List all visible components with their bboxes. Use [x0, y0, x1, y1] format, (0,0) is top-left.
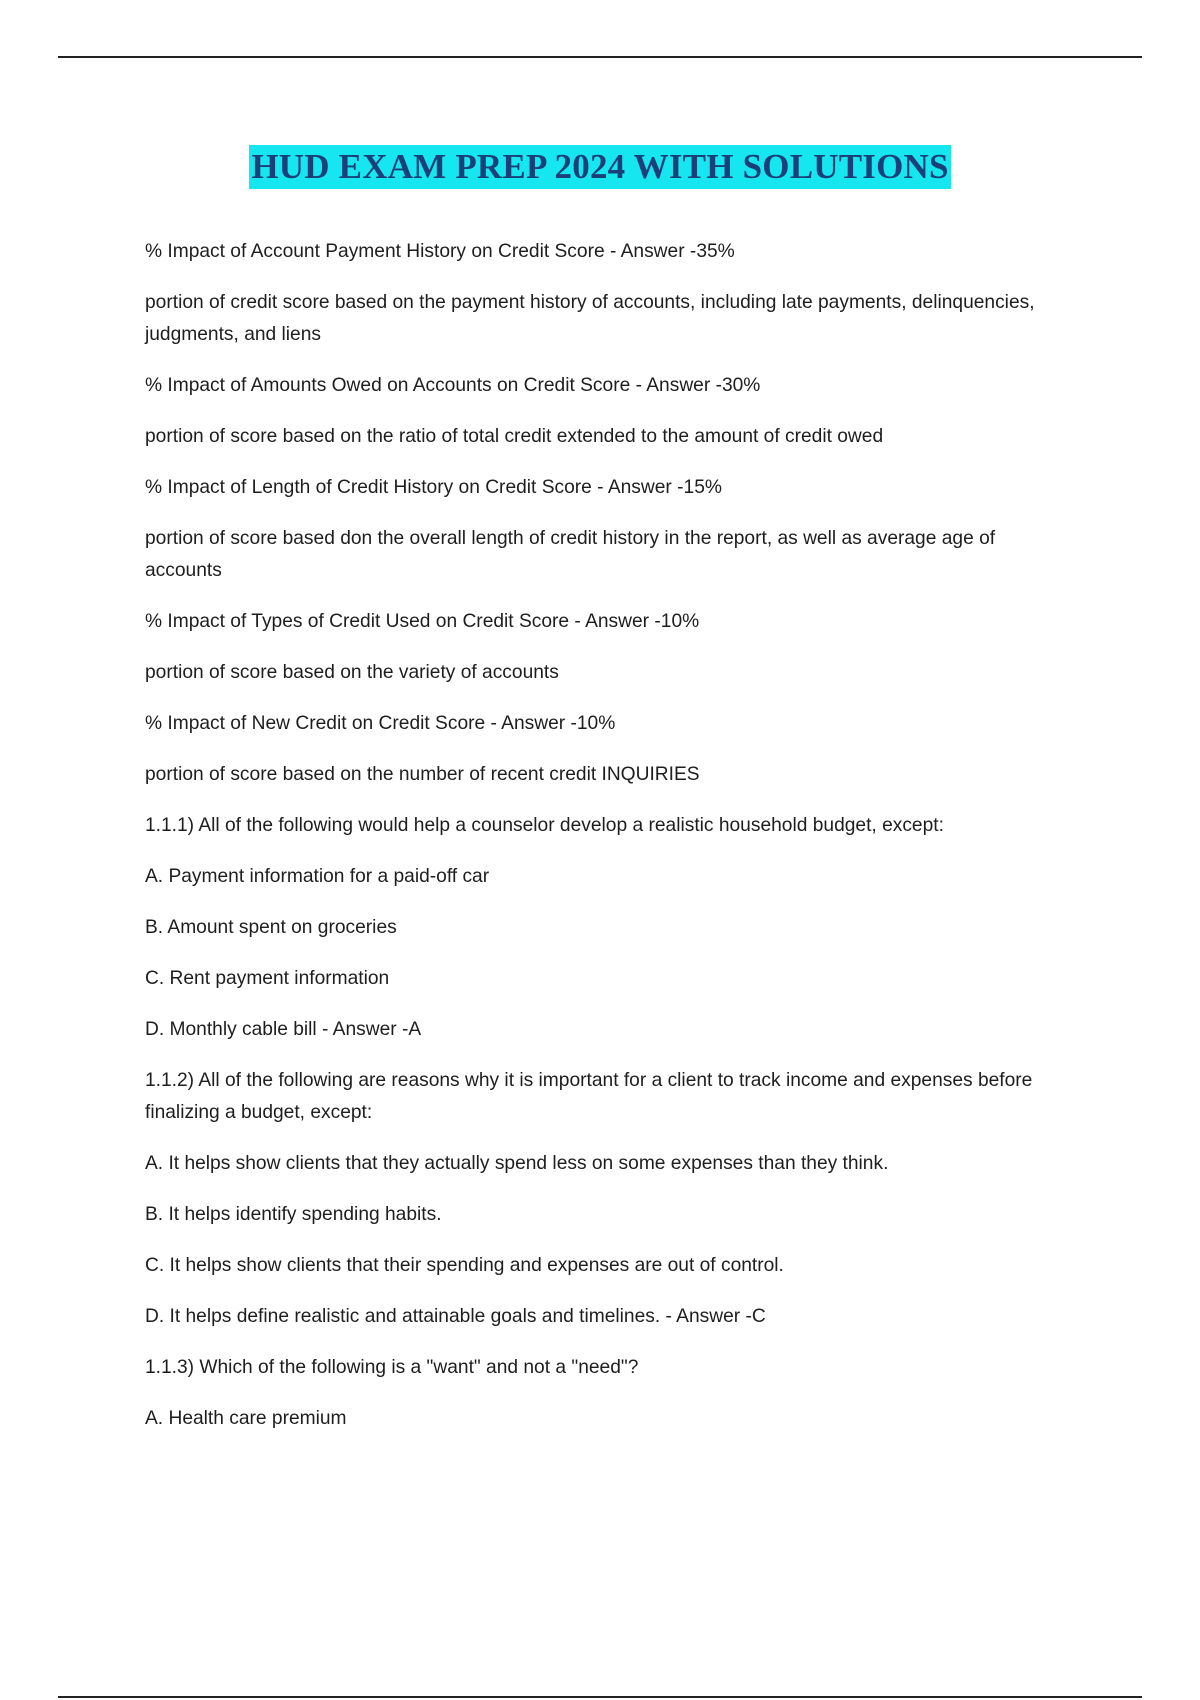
option-1-1-1-b: B. Amount spent on groceries [145, 917, 397, 938]
question-types-of-credit: % Impact of Types of Credit Used on Credit Score - Answer -10% [145, 611, 700, 632]
option-1-1-1-c: C. Rent payment information [145, 968, 390, 989]
option-1-1-1-a: A. Payment information for a paid-off car [145, 866, 490, 887]
top-rule [58, 56, 1142, 58]
question-credit-payment-history: % Impact of Account Payment History on Credit Score - Answer -35% [145, 241, 735, 262]
definition-payment-history: portion of credit score based on the payment history of accounts, including late payments, delinquencies, judgments, and liens [145, 292, 1035, 345]
option-1-1-2-d-answer: D. It helps define realistic and attainable goals and timelines. - Answer -C [145, 1306, 766, 1327]
question-1-1-2: 1.1.2) All of the following are reasons why it is important for a client to track income and expenses before finalizing a budget, except: [145, 1070, 1033, 1123]
definition-new-credit: portion of score based on the number of recent credit INQUIRIES [145, 764, 700, 785]
option-1-1-2-b: B. It helps identify spending habits. [145, 1204, 442, 1225]
option-1-1-2-c: C. It helps show clients that their spending and expenses are out of control. [145, 1255, 784, 1276]
option-1-1-3-a: A. Health care premium [145, 1408, 347, 1429]
question-amounts-owed: % Impact of Amounts Owed on Accounts on Credit Score - Answer -30% [145, 375, 761, 396]
question-1-1-1: 1.1.1) All of the following would help a counselor develop a realistic household budget, except: [145, 815, 944, 836]
document-body [145, 236, 1075, 1454]
option-1-1-2-a: A. It helps show clients that they actually spend less on some expenses than they think. [145, 1153, 889, 1174]
document-title: HUD EXAM PREP 2024 WITH SOLUTIONS [249, 145, 950, 189]
question-1-1-3: 1.1.3) Which of the following is a "want" and not a "need"? [145, 1357, 639, 1378]
definition-types-of-credit: portion of score based on the variety of accounts [145, 662, 559, 683]
option-1-1-1-d-answer: D. Monthly cable bill - Answer -A [145, 1019, 422, 1040]
bottom-rule [58, 1696, 1142, 1698]
question-length-credit-history: % Impact of Length of Credit History on Credit Score - Answer -15% [145, 477, 722, 498]
question-new-credit: % Impact of New Credit on Credit Score - Answer -10% [145, 713, 616, 734]
title-container [0, 145, 1200, 189]
definition-amounts-owed: portion of score based on the ratio of total credit extended to the amount of credit owed [145, 426, 884, 447]
definition-length-credit-history: portion of score based don the overall length of credit history in the report, as well as average age of accounts [145, 528, 996, 581]
